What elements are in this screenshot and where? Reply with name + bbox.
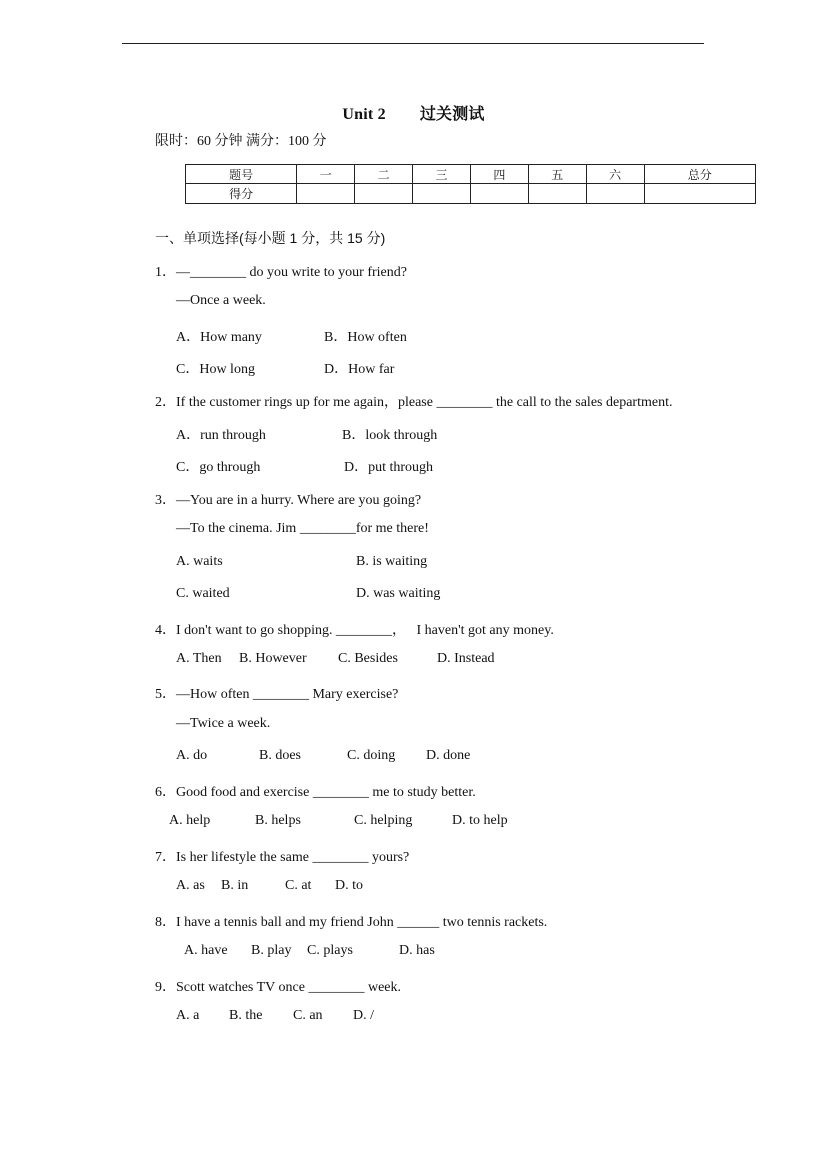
score-cell: 一 xyxy=(297,165,355,184)
score-blank-cell[interactable] xyxy=(470,184,528,204)
option[interactable]: B．How often xyxy=(324,330,407,345)
time-score-info: 限时：60 分钟 满分：100 分 xyxy=(155,134,327,149)
score-blank-cell[interactable] xyxy=(644,184,755,204)
question-stem: 5．—How often ________ Mary exercise? xyxy=(155,687,399,702)
option[interactable]: C．go through xyxy=(176,460,261,475)
score-blank-cell[interactable] xyxy=(297,184,355,204)
question-stem: 4．I don't want to go shopping. ________， I haven't got any money. xyxy=(155,623,554,638)
option[interactable]: B. However xyxy=(239,651,307,666)
option[interactable]: D. has xyxy=(399,943,435,958)
score-cell: 题号 xyxy=(186,165,297,184)
option[interactable]: A. have xyxy=(184,943,228,958)
question-stem: 1．—________ do you write to your friend? xyxy=(155,265,407,280)
score-table-header-row xyxy=(186,165,756,184)
question-stem: 3．—You are in a hurry. Where are you going? xyxy=(155,493,422,508)
option[interactable]: C. Besides xyxy=(338,651,398,666)
score-row-label: 得分 xyxy=(186,184,297,204)
score-table xyxy=(185,164,756,204)
option[interactable]: D．How far xyxy=(324,362,395,377)
option[interactable]: C. waited xyxy=(176,586,230,601)
option[interactable]: C. at xyxy=(285,878,312,893)
option[interactable]: C. helping xyxy=(354,813,413,828)
score-cell: 总分 xyxy=(644,165,755,184)
option[interactable]: D. / xyxy=(353,1008,374,1023)
score-blank-cell[interactable] xyxy=(586,184,644,204)
option[interactable]: D. to help xyxy=(452,813,508,828)
section-heading: 一、单项选择(每小题 1 分，共 15 分) xyxy=(155,230,386,246)
question-stem-line2: —Once a week. xyxy=(176,293,266,308)
question-stem: 9．Scott watches TV once ________ week. xyxy=(155,980,401,995)
question-stem: 7．Is her lifestyle the same ________ yours? xyxy=(155,850,410,865)
option[interactable]: C．How long xyxy=(176,362,255,377)
option[interactable]: A. as xyxy=(176,878,205,893)
option[interactable]: B. helps xyxy=(255,813,301,828)
option[interactable]: A. a xyxy=(176,1008,200,1023)
option[interactable]: D．put through xyxy=(344,460,434,475)
unit-label: Unit 2 xyxy=(342,106,386,123)
option[interactable]: A．run through xyxy=(176,428,266,443)
option[interactable]: B. in xyxy=(221,878,249,893)
score-cell: 六 xyxy=(586,165,644,184)
option[interactable]: B. does xyxy=(259,748,301,763)
question-stem-line2: —Twice a week. xyxy=(176,716,271,731)
score-cell: 五 xyxy=(528,165,586,184)
test-title: 过关测试 xyxy=(419,106,485,123)
header-rule xyxy=(122,43,704,44)
score-blank-cell[interactable] xyxy=(413,184,471,204)
option[interactable]: D. to xyxy=(335,878,363,893)
option[interactable]: D. was waiting xyxy=(356,586,441,601)
score-cell: 二 xyxy=(355,165,413,184)
option[interactable]: B. is waiting xyxy=(356,554,428,569)
question-stem: 6．Good food and exercise ________ me to study better. xyxy=(155,785,476,800)
option[interactable]: B. the xyxy=(229,1008,263,1023)
option[interactable]: A. help xyxy=(169,813,211,828)
option[interactable]: C. doing xyxy=(347,748,396,763)
question-stem-line2: —To the cinema. Jim ________for me there! xyxy=(176,521,429,536)
option[interactable]: A. Then xyxy=(176,651,222,666)
score-blank-cell[interactable] xyxy=(528,184,586,204)
page-title xyxy=(0,101,827,124)
score-cell: 三 xyxy=(413,165,471,184)
option[interactable]: C. an xyxy=(293,1008,323,1023)
score-blank-cell[interactable] xyxy=(355,184,413,204)
score-table-score-row xyxy=(186,184,756,204)
option[interactable]: B. play xyxy=(251,943,292,958)
score-cell: 四 xyxy=(470,165,528,184)
option[interactable]: A. waits xyxy=(176,554,223,569)
option[interactable]: C. plays xyxy=(307,943,353,958)
option[interactable]: D. done xyxy=(426,748,471,763)
question-stem: 2．If the customer rings up for me again，please ________ the call to the sales department. xyxy=(155,395,673,410)
option[interactable]: B．look through xyxy=(342,428,438,443)
option[interactable]: D. Instead xyxy=(437,651,495,666)
option[interactable]: A. do xyxy=(176,748,208,763)
question-stem: 8．I have a tennis ball and my friend John ______ two tennis rackets. xyxy=(155,915,548,930)
option[interactable]: A．How many xyxy=(176,330,262,345)
